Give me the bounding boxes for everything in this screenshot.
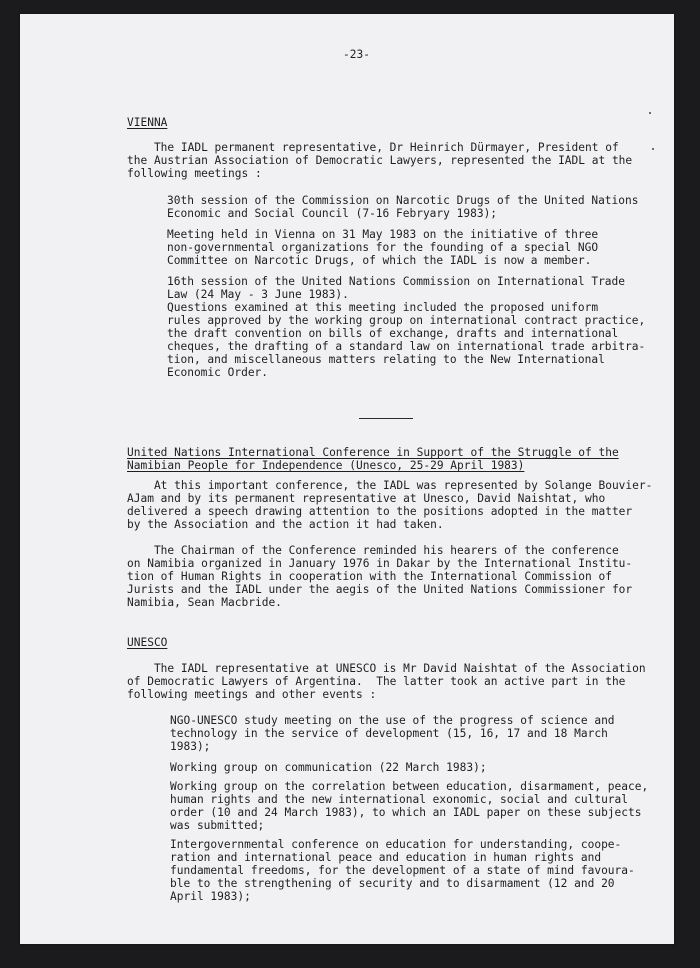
scan-speck — [652, 148, 654, 150]
unesco-item-2-line: Working group on communication (22 March 1983); — [170, 761, 487, 774]
vienna-item-3-line: the draft convention on bills of exchange, drafts and international — [167, 327, 619, 340]
unesco-item-4-line: Intergovernmental conference on education for understanding, coope- — [170, 838, 622, 851]
unesco-intro-line: of Democratic Lawyers of Argentina. The latter took an active part in the — [127, 675, 626, 688]
unesco-item-3-line: human rights and the new international exonomic, social and cultural — [170, 793, 629, 806]
vienna-item-3-line: Law (24 May - 3 June 1983). — [167, 288, 349, 301]
vienna-item-3-line: tion, and miscellaneous matters relating to the New International — [167, 353, 605, 366]
section-heading-namibia-line: United Nations International Conference in Support of the Struggle of the — [127, 446, 619, 459]
page-number: -23- — [343, 48, 370, 61]
vienna-intro-line: following meetings : — [127, 167, 262, 180]
vienna-item-3-line: Economic Order. — [167, 366, 269, 379]
section-heading-unesco: UNESCO — [127, 636, 168, 649]
namibia-para1-line: delivered a speech drawing attention to the positions adopted in the matter — [127, 505, 633, 518]
unesco-item-1-line: 1983); — [170, 740, 211, 753]
unesco-item-3-line: order (10 and 24 March 1983), to which an IADL paper on these subjects — [170, 806, 642, 819]
unesco-item-4-line: April 1983); — [170, 890, 251, 903]
vienna-item-3-line: cheques, the drafting of a standard law on international trade arbitra- — [167, 340, 646, 353]
vienna-item-2-line: Meeting held in Vienna on 31 May 1983 on the initiative of three — [167, 228, 599, 241]
vienna-intro-line: The IADL permanent representative, Dr Heinrich Dürmayer, President of — [127, 141, 619, 154]
scan-speck — [649, 112, 651, 114]
vienna-item-2-line: non-governmental organizations for the founding of a special NGO — [167, 241, 599, 254]
unesco-intro-line: following meetings and other events : — [127, 688, 377, 701]
namibia-para1-line: At this important conference, the IADL was represented by Solange Bouvier- — [127, 479, 653, 492]
vienna-item-1-line: 30th session of the Commission on Narcotic Drugs of the United Nations — [167, 194, 639, 207]
vienna-item-2-line: Committee on Narcotic Drugs, of which the IADL is now a member. — [167, 254, 592, 267]
unesco-item-4-line: ble to the strengthening of security and to disarmament (12 and 20 — [170, 877, 615, 890]
vienna-item-3-line: 16th session of the United Nations Commission on International Trade — [167, 275, 626, 288]
namibia-para1-line: AJam and by its permanent representative at Unesco, David Naishtat, who — [127, 492, 606, 505]
vienna-item-3-line: rules approved by the working group on international contract practice, — [167, 314, 646, 327]
section-divider — [359, 418, 413, 419]
section-heading-vienna: VIENNA — [127, 116, 168, 129]
unesco-item-4-line: ration and international peace and education in human rights and — [170, 851, 602, 864]
unesco-item-1-line: technology in the service of development (15, 16, 17 and 18 March — [170, 727, 608, 740]
namibia-para2-line: tion of Human Rights in cooperation with the International Commission of — [127, 570, 612, 583]
vienna-intro-line: the Austrian Association of Democratic Lawyers, represented the IADL at the — [127, 154, 633, 167]
namibia-para2-line: The Chairman of the Conference reminded his hearers of the conference — [127, 544, 619, 557]
namibia-para1-line: by the Association and the action it had taken. — [127, 518, 444, 531]
vienna-item-1-line: Economic and Social Council (7-16 Febryary 1983); — [167, 207, 498, 220]
namibia-para2-line: Namibia, Sean Macbride. — [127, 596, 282, 609]
unesco-item-3-line: was submitted; — [170, 819, 265, 832]
section-heading-namibia-line: Namibian People for Independence (Unesco, 25-29 April 1983) — [127, 459, 525, 472]
namibia-para2-line: on Namibia organized in January 1976 in Dakar by the International Institu- — [127, 557, 633, 570]
unesco-item-4-line: fundamental freedoms, for the development of a state of mind favoura- — [170, 864, 635, 877]
unesco-intro-line: The IADL representative at UNESCO is Mr David Naishtat of the Association — [127, 662, 646, 675]
vienna-item-3-line: Questions examined at this meeting included the proposed uniform — [167, 301, 599, 314]
namibia-para2-line: Jurists and the IADL under the aegis of the United Nations Commissioner for — [127, 583, 633, 596]
unesco-item-1-line: NGO-UNESCO study meeting on the use of the progress of science and — [170, 714, 615, 727]
unesco-item-3-line: Working group on the correlation between education, disarmament, peace, — [170, 780, 649, 793]
